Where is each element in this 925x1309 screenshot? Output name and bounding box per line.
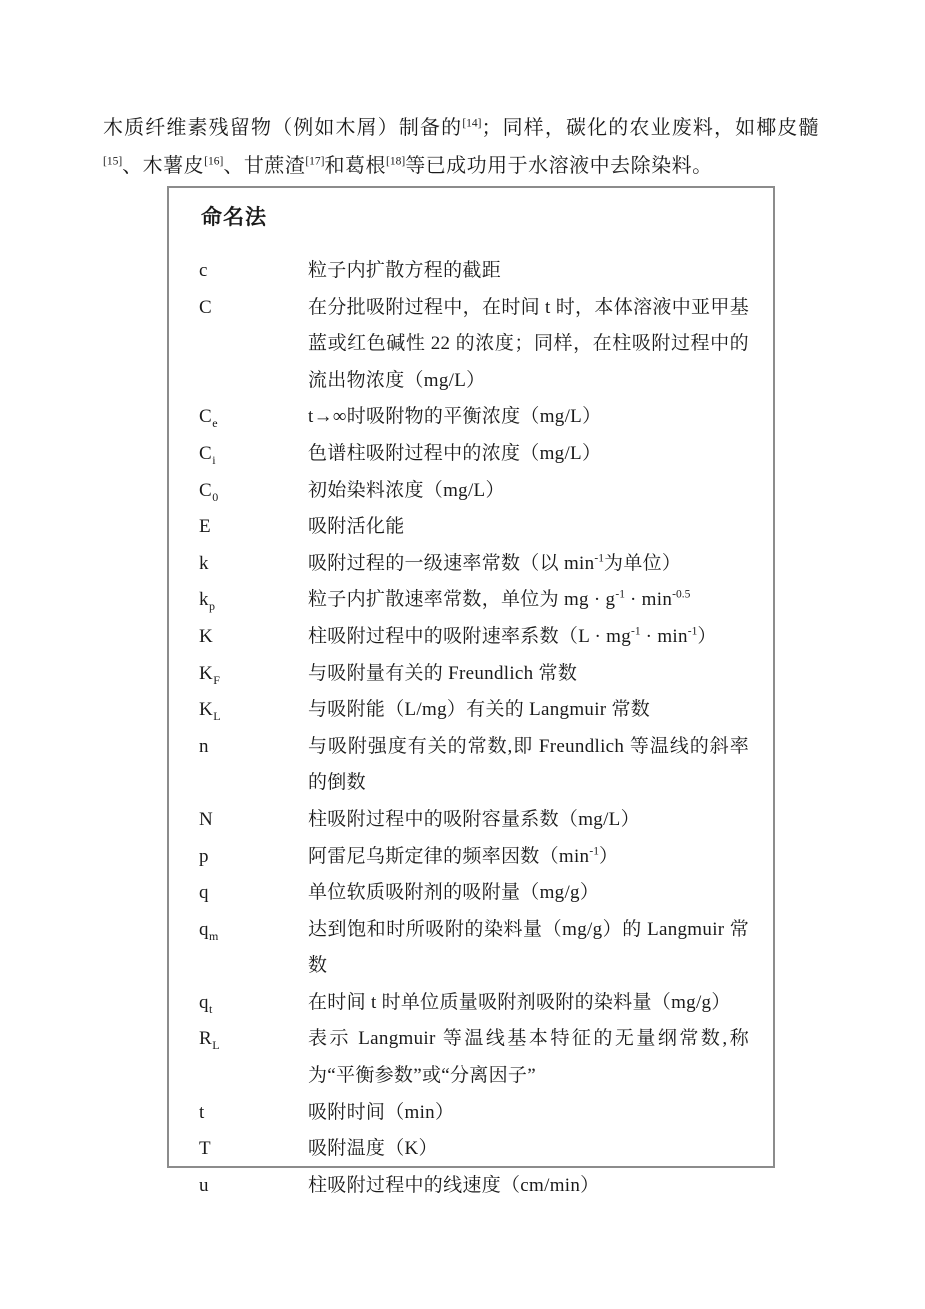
symbol-cell bbox=[199, 1095, 308, 1132]
text-segment: 柱吸附过程中的吸附容量系数（mg/L） bbox=[308, 808, 640, 830]
symbol-cell bbox=[199, 399, 308, 436]
definition-cell bbox=[308, 802, 749, 839]
text-segment: 为单位） bbox=[604, 552, 682, 574]
text-segment: 柱吸附过程中的线速度（cm/min） bbox=[308, 1174, 600, 1196]
definition-cell bbox=[308, 912, 749, 985]
definition-cell bbox=[308, 436, 749, 473]
symbol-base: n bbox=[199, 735, 209, 757]
symbol-base: u bbox=[199, 1174, 209, 1196]
nomenclature-row bbox=[169, 912, 773, 985]
nomenclature-row bbox=[169, 1021, 773, 1094]
nomenclature-row bbox=[169, 656, 773, 693]
text-segment: 与吸附能（L/mg）有关的 Langmuir 常数 bbox=[308, 699, 651, 721]
symbol-cell bbox=[199, 509, 308, 546]
symbol-cell bbox=[199, 912, 308, 985]
nomenclature-list bbox=[169, 253, 773, 1204]
nomenclature-row bbox=[169, 1168, 773, 1205]
nomenclature-row bbox=[169, 546, 773, 583]
nomenclature-row bbox=[169, 399, 773, 436]
nomenclature-row bbox=[169, 1095, 773, 1132]
nomenclature-row bbox=[169, 875, 773, 912]
text-segment: 在分批吸附过程中，在时间 t 时，本体溶液中亚甲基蓝或红色碱性 22 的浓度；同样，在柱吸附过程中的流出物浓度（mg/L） bbox=[308, 296, 749, 391]
symbol-subscript: i bbox=[212, 452, 217, 467]
symbol-cell bbox=[199, 729, 308, 802]
nomenclature-row bbox=[169, 509, 773, 546]
symbol-base: q bbox=[199, 918, 209, 940]
reference-superscript: -1 bbox=[631, 625, 641, 638]
symbol-subscript: e bbox=[212, 416, 219, 431]
text-segment: 和葛根 bbox=[324, 155, 387, 177]
symbol-base: k bbox=[199, 589, 209, 611]
definition-cell bbox=[308, 875, 749, 912]
nomenclature-box bbox=[167, 186, 775, 1196]
symbol-base: K bbox=[199, 662, 214, 684]
reference-superscript: [14] bbox=[462, 117, 482, 130]
nomenclature-row bbox=[169, 436, 773, 473]
symbol-base: t bbox=[199, 1101, 205, 1123]
text-segment: 单位软质吸附剂的吸附量（mg/g） bbox=[308, 882, 600, 904]
reference-superscript: -1 bbox=[687, 625, 698, 638]
nomenclature-row bbox=[169, 473, 773, 510]
symbol-base: q bbox=[199, 882, 209, 904]
text-segment: 与吸附强度有关的常数,即 Freundlich 等温线的斜率的倒数 bbox=[308, 735, 749, 794]
symbol-subscript: 0 bbox=[212, 489, 219, 504]
definition-cell bbox=[308, 473, 749, 510]
symbol-cell bbox=[199, 619, 308, 656]
nomenclature-row bbox=[169, 1131, 773, 1168]
text-segment: 初始染料浓度（mg/L） bbox=[308, 479, 505, 501]
symbol-subscript: L bbox=[212, 1038, 221, 1053]
text-segment: ） bbox=[598, 845, 619, 867]
text-segment: 阿雷尼乌斯定律的频率因数（min bbox=[308, 845, 590, 867]
nomenclature-row bbox=[169, 619, 773, 656]
text-segment: 吸附过程的一级速率常数（以 min bbox=[308, 552, 595, 574]
symbol-subscript: F bbox=[213, 672, 221, 687]
reference-superscript: -1 bbox=[615, 589, 625, 602]
definition-cell bbox=[308, 582, 749, 619]
symbol-cell bbox=[199, 1021, 308, 1094]
reference-superscript: [15] bbox=[103, 155, 123, 168]
text-segment: 表示 Langmuir 等温线基本特征的无量纲常数,称为“平衡参数”或“分离因子” bbox=[308, 1028, 749, 1087]
definition-cell bbox=[308, 656, 749, 693]
definition-cell bbox=[308, 985, 749, 1022]
text-segment: 木质纤维素残留物（例如木屑）制备的 bbox=[103, 117, 463, 139]
symbol-cell bbox=[199, 692, 308, 729]
text-segment: · min bbox=[640, 625, 688, 647]
definition-cell bbox=[308, 509, 749, 546]
symbol-cell bbox=[199, 436, 308, 473]
reference-superscript: -0.5 bbox=[672, 589, 691, 602]
nomenclature-row bbox=[169, 253, 773, 290]
symbol-cell bbox=[199, 1131, 308, 1168]
definition-cell bbox=[308, 1168, 749, 1205]
symbol-cell bbox=[199, 875, 308, 912]
symbol-cell bbox=[199, 802, 308, 839]
symbol-cell bbox=[199, 656, 308, 693]
text-segment: 、木薯皮 bbox=[122, 155, 205, 177]
definition-cell bbox=[308, 290, 749, 400]
text-segment: 等已成功用于水溶液中去除染料。 bbox=[405, 155, 713, 177]
text-segment: 柱吸附过程中的吸附速率系数（L · mg bbox=[308, 625, 632, 647]
symbol-base: C bbox=[199, 406, 213, 428]
text-segment: 吸附时间（min） bbox=[308, 1101, 455, 1123]
nomenclature-row bbox=[169, 692, 773, 729]
symbol-base: R bbox=[199, 1028, 213, 1050]
definition-cell bbox=[308, 729, 749, 802]
nomenclature-row bbox=[169, 729, 773, 802]
symbol-base: C bbox=[199, 296, 213, 318]
text-segment: ；同样，碳化的农业废料，如椰皮髓 bbox=[481, 117, 820, 139]
symbol-cell bbox=[199, 546, 308, 583]
text-segment: 吸附活化能 bbox=[308, 516, 405, 538]
reference-superscript: -1 bbox=[594, 552, 605, 565]
symbol-base: T bbox=[199, 1138, 212, 1160]
symbol-base: K bbox=[199, 699, 214, 721]
symbol-base: c bbox=[199, 260, 208, 281]
symbol-subscript: m bbox=[209, 928, 219, 943]
symbol-cell bbox=[199, 473, 308, 510]
definition-cell bbox=[308, 692, 749, 729]
symbol-cell bbox=[199, 582, 308, 619]
reference-superscript: [18] bbox=[386, 155, 406, 168]
symbol-base: E bbox=[199, 516, 212, 538]
text-segment: ） bbox=[697, 625, 717, 647]
nomenclature-title: 命名法 bbox=[201, 206, 267, 229]
symbol-cell bbox=[199, 985, 308, 1022]
text-segment: 达到饱和时所吸附的染料量（mg/g）的 Langmuir 常数 bbox=[308, 918, 749, 977]
symbol-cell bbox=[199, 253, 308, 290]
symbol-base: N bbox=[199, 808, 214, 830]
symbol-subscript: t bbox=[209, 1001, 213, 1016]
text-segment: 、甘蔗渣 bbox=[223, 155, 306, 177]
definition-cell bbox=[308, 399, 749, 436]
reference-superscript: [17] bbox=[305, 155, 325, 168]
text-segment: 色谱柱吸附过程中的浓度（mg/L） bbox=[308, 442, 602, 464]
symbol-base: C bbox=[199, 479, 213, 501]
text-segment: 吸附温度（K） bbox=[308, 1138, 438, 1160]
text-segment: 与吸附量有关的 Freundlich 常数 bbox=[308, 662, 578, 684]
symbol-base: C bbox=[199, 442, 213, 464]
symbol-subscript: p bbox=[209, 599, 216, 614]
symbol-base: k bbox=[199, 552, 209, 574]
definition-cell bbox=[308, 1021, 749, 1094]
definition-cell bbox=[308, 1095, 749, 1132]
definition-cell bbox=[308, 619, 749, 656]
symbol-cell bbox=[199, 1168, 308, 1205]
reference-superscript: -1 bbox=[589, 845, 599, 858]
nomenclature-row bbox=[169, 802, 773, 839]
text-segment: 在时间 t 时单位质量吸附剂吸附的染料量（mg/g） bbox=[308, 991, 731, 1013]
reference-superscript: [16] bbox=[204, 155, 224, 168]
symbol-base: K bbox=[199, 625, 214, 647]
symbol-cell bbox=[199, 290, 308, 400]
text-segment: · min bbox=[624, 589, 673, 611]
text-segment: 粒子内扩散方程的截距 bbox=[308, 260, 502, 281]
symbol-cell bbox=[199, 839, 308, 876]
definition-cell bbox=[308, 839, 749, 876]
nomenclature-row bbox=[169, 985, 773, 1022]
nomenclature-row bbox=[169, 582, 773, 619]
definition-cell bbox=[308, 1131, 749, 1168]
definition-cell bbox=[308, 546, 749, 583]
text-segment: 粒子内扩散速率常数，单位为 mg · g bbox=[308, 589, 616, 611]
intro-paragraph bbox=[103, 109, 819, 185]
symbol-base: p bbox=[199, 845, 209, 867]
definition-cell bbox=[308, 253, 749, 290]
nomenclature-row bbox=[169, 290, 773, 400]
nomenclature-row bbox=[169, 839, 773, 876]
text-segment: t→∞时吸附物的平衡浓度（mg/L） bbox=[308, 406, 602, 428]
symbol-base: q bbox=[199, 991, 209, 1013]
symbol-subscript: L bbox=[213, 708, 222, 723]
